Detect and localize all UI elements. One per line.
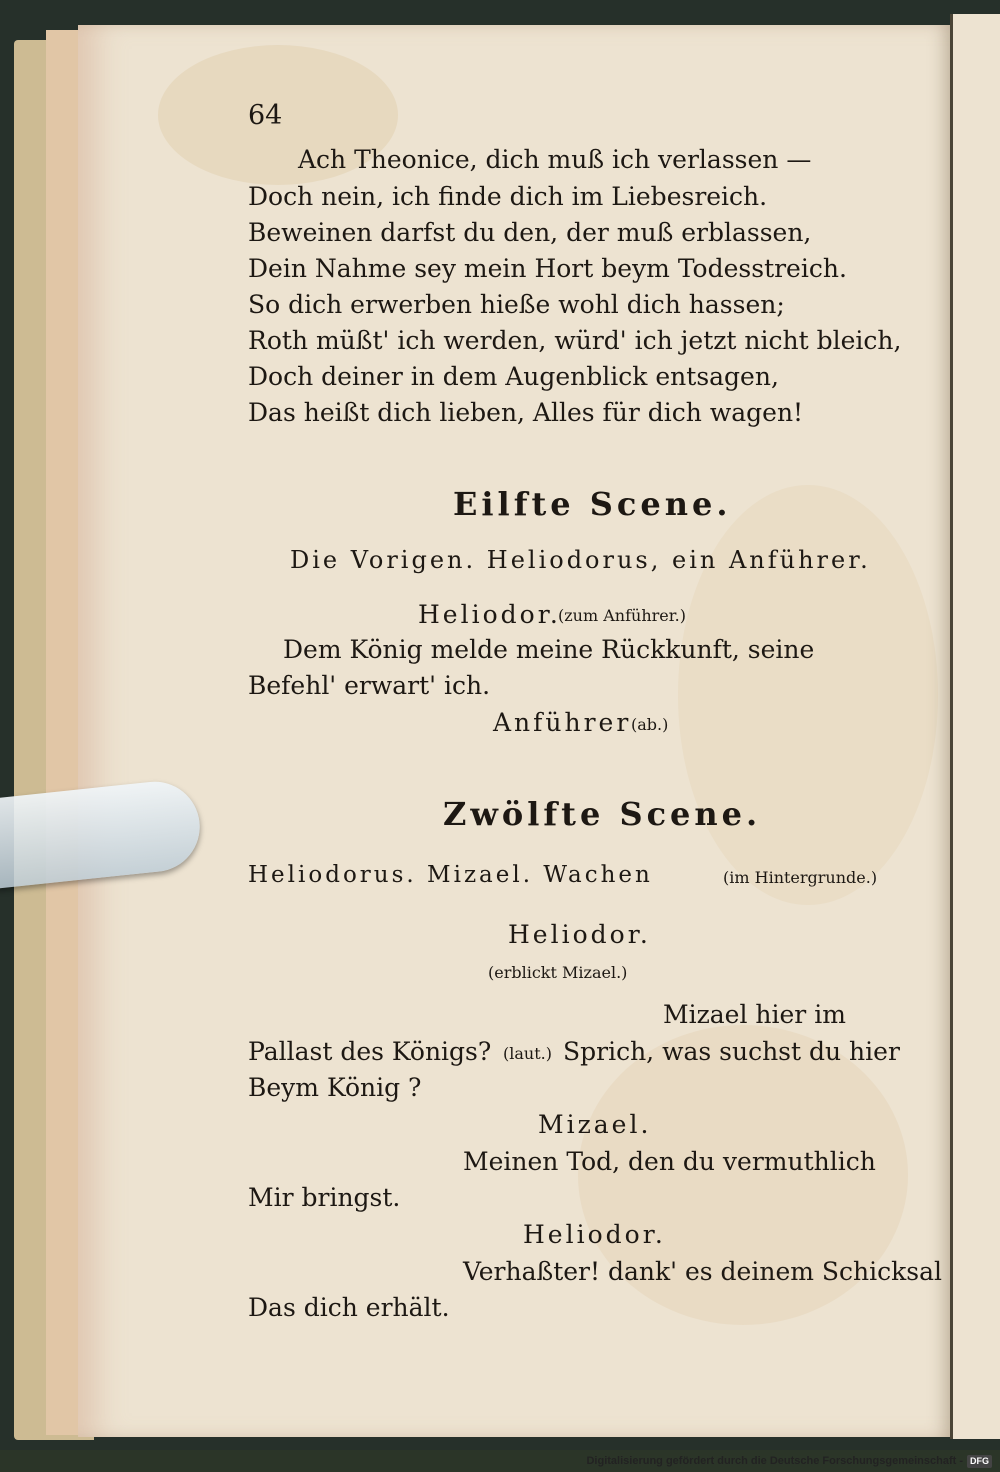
dialogue-line: Meinen Tod, den du vermuthlich	[463, 1147, 876, 1176]
verse-line: Ach Theonice, dich muß ich verlassen —	[298, 145, 812, 174]
stage-direction: (ab.)	[631, 715, 669, 734]
verse-line: Doch deiner in dem Augenblick entsagen,	[248, 362, 779, 391]
character-list: Die Vorigen. Heliodorus, ein Anführer.	[290, 546, 871, 574]
dialogue-line: Verhaßter! dank' es deinem Schicksal	[463, 1257, 942, 1286]
stage-direction: (erblickt Mizael.)	[488, 963, 628, 982]
speaker-name: Heliodor.	[523, 1220, 666, 1249]
dialogue-line: Beym König ?	[248, 1073, 422, 1102]
dialogue-line: Befehl' erwart' ich.	[248, 671, 491, 700]
dialogue-line: Mizael hier im	[663, 1000, 846, 1029]
verse-line: Dein Nahme sey mein Hort beym Todesstreich.	[248, 254, 847, 283]
verse-line: Roth müßt' ich werden, würd' ich jetzt nicht bleich,	[248, 326, 902, 355]
stage-direction: (im Hintergrunde.)	[723, 868, 878, 887]
stage-direction: (zum Anführer.)	[558, 606, 686, 625]
footer-text: Digitalisierung gefördert durch die Deutsche Forschungsgemeinschaft -	[586, 1455, 963, 1467]
dialogue-line: Sprich, was suchst du hier	[563, 1037, 900, 1066]
speaker-name: Heliodor.	[508, 920, 651, 949]
dialogue-line: Dem König melde meine Rückkunft, seine	[283, 635, 815, 664]
speaker-name: Heliodor.	[418, 600, 561, 629]
verse-line: So dich erwerben hieße wohl dich hassen;	[248, 290, 785, 319]
facing-page-edge	[950, 14, 1000, 1439]
dialogue-line: Mir bringst.	[248, 1183, 401, 1212]
speaker-name: Mizael.	[538, 1110, 652, 1139]
dialogue-line: Pallast des Königs?	[248, 1037, 492, 1066]
dfg-logo: DFG	[967, 1455, 992, 1468]
page-number: 64	[248, 100, 283, 131]
verse-line: Das heißt dich lieben, Alles für dich wagen!	[248, 398, 804, 427]
character-list: Heliodorus. Mizael. Wachen	[248, 862, 653, 888]
book-page	[78, 25, 950, 1437]
scene-heading: Eilfte Scene.	[453, 485, 732, 523]
scene-heading: Zwölfte Scene.	[443, 795, 762, 833]
speaker-name: Anführer	[493, 708, 632, 737]
footer-credit	[586, 1452, 992, 1470]
dialogue-line: Das dich erhält.	[248, 1293, 450, 1322]
stage-direction: (laut.)	[503, 1044, 552, 1063]
verse-line: Beweinen darfst du den, der muß erblassen,	[248, 218, 812, 247]
verse-line: Doch nein, ich finde dich im Liebesreich.	[248, 182, 768, 211]
